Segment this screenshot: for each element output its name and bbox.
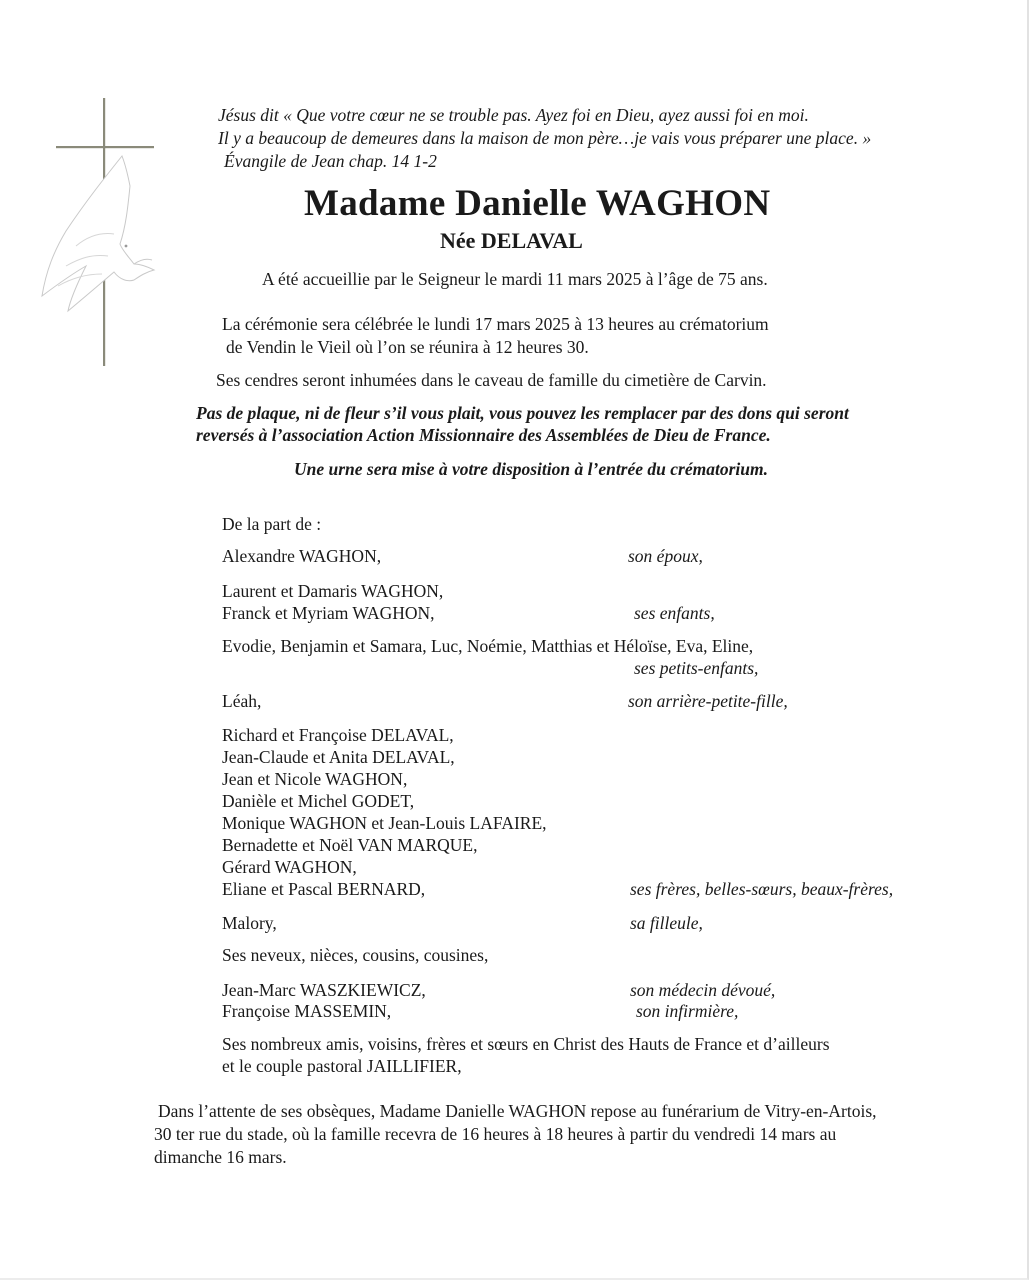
great-grandchild-relation: son arrière-petite-fille,	[628, 691, 788, 711]
nurse-relation: son infirmière,	[636, 1001, 739, 1021]
child-name: Laurent et Damaris WAGHON,	[222, 581, 444, 601]
siblings-relation: ses frères, belles-sœurs, beaux-frères,	[630, 879, 894, 899]
deceased-name: Madame Danielle WAGHON	[304, 183, 771, 224]
from-label: De la part de :	[222, 514, 322, 534]
sibling-name: Richard et Françoise DELAVAL,	[222, 725, 454, 745]
quote-line-2: Il y a beaucoup de demeures dans la maison de mon père…je vais vous préparer une place. »	[218, 128, 872, 148]
doctor-name: Jean-Marc WASZKIEWICZ,	[222, 980, 426, 1000]
urn-text: Une urne sera mise à votre disposition à l’entrée du crématorium.	[294, 459, 768, 479]
great-grandchild-name: Léah,	[222, 691, 262, 711]
sibling-name: Jean-Claude et Anita DELAVAL,	[222, 747, 455, 767]
friends-line-2: et le couple pastoral JAILLIFIER,	[222, 1056, 462, 1076]
announcement-text: A été accueillie par le Seigneur le mardi 11 mars 2025 à l’âge de 75 ans.	[262, 269, 768, 289]
ceremony-line-1: La cérémonie sera célébrée le lundi 17 mars 2025 à 13 heures au crématorium	[222, 314, 769, 334]
cousins-text: Ses neveux, nièces, cousins, cousines,	[222, 945, 489, 965]
sibling-name: Monique WAGHON et Jean-Louis LAFAIRE,	[222, 813, 547, 833]
sibling-name: Jean et Nicole WAGHON,	[222, 769, 408, 789]
visitation-line-3: dimanche 16 mars.	[154, 1147, 287, 1167]
husband-name: Alexandre WAGHON,	[222, 546, 382, 566]
dove-icon	[42, 156, 154, 311]
husband-relation: son époux,	[628, 546, 703, 566]
goddaughter-name: Malory,	[222, 913, 277, 933]
visitation-line-1: Dans l’attente de ses obsèques, Madame Danielle WAGHON repose au funérarium de Vitry-en-Artois,	[158, 1101, 877, 1121]
donations-line-2: reversés à l’association Action Missionnaire des Assemblées de Dieu de France.	[196, 425, 771, 445]
ashes-text: Ses cendres seront inhumées dans le caveau de famille du cimetière de Carvin.	[216, 370, 767, 390]
friends-line-1: Ses nombreux amis, voisins, frères et sœurs en Christ des Hauts de France et d’ailleurs	[222, 1034, 830, 1054]
grandchildren-relation: ses petits-enfants,	[634, 658, 759, 678]
visitation-line-2: 30 ter rue du stade, où la famille recevra de 16 heures à 18 heures à partir du vendredi 14 mars au	[154, 1124, 837, 1144]
ceremony-line-2: de Vendin le Vieil où l’on se réunira à 12 heures 30.	[226, 337, 589, 357]
quote-line-1: Jésus dit « Que votre cœur ne se trouble pas. Ayez foi en Dieu, ayez aussi foi en moi.	[218, 105, 809, 125]
sibling-name: Danièle et Michel GODET,	[222, 791, 415, 811]
sibling-name: Gérard WAGHON,	[222, 857, 357, 877]
cross-dove-emblem	[36, 96, 166, 368]
children-relation: ses enfants,	[634, 603, 715, 623]
sibling-name: Eliane et Pascal BERNARD,	[222, 879, 426, 899]
child-name: Franck et Myriam WAGHON,	[222, 603, 435, 623]
grandchildren-names: Evodie, Benjamin et Samara, Luc, Noémie, Matthias et Héloïse, Eva, Eline,	[222, 636, 754, 656]
doctor-relation: son médecin dévoué,	[630, 980, 776, 1000]
nurse-name: Françoise MASSEMIN,	[222, 1001, 392, 1021]
quote-reference: Évangile de Jean chap. 14 1-2	[224, 151, 437, 171]
donations-line-1: Pas de plaque, ni de fleur s’il vous plait, vous pouvez les remplacer par des dons qui seront	[196, 403, 849, 423]
maiden-name: Née DELAVAL	[440, 228, 583, 253]
goddaughter-relation: sa filleule,	[630, 913, 703, 933]
sibling-name: Bernadette et Noël VAN MARQUE,	[222, 835, 478, 855]
